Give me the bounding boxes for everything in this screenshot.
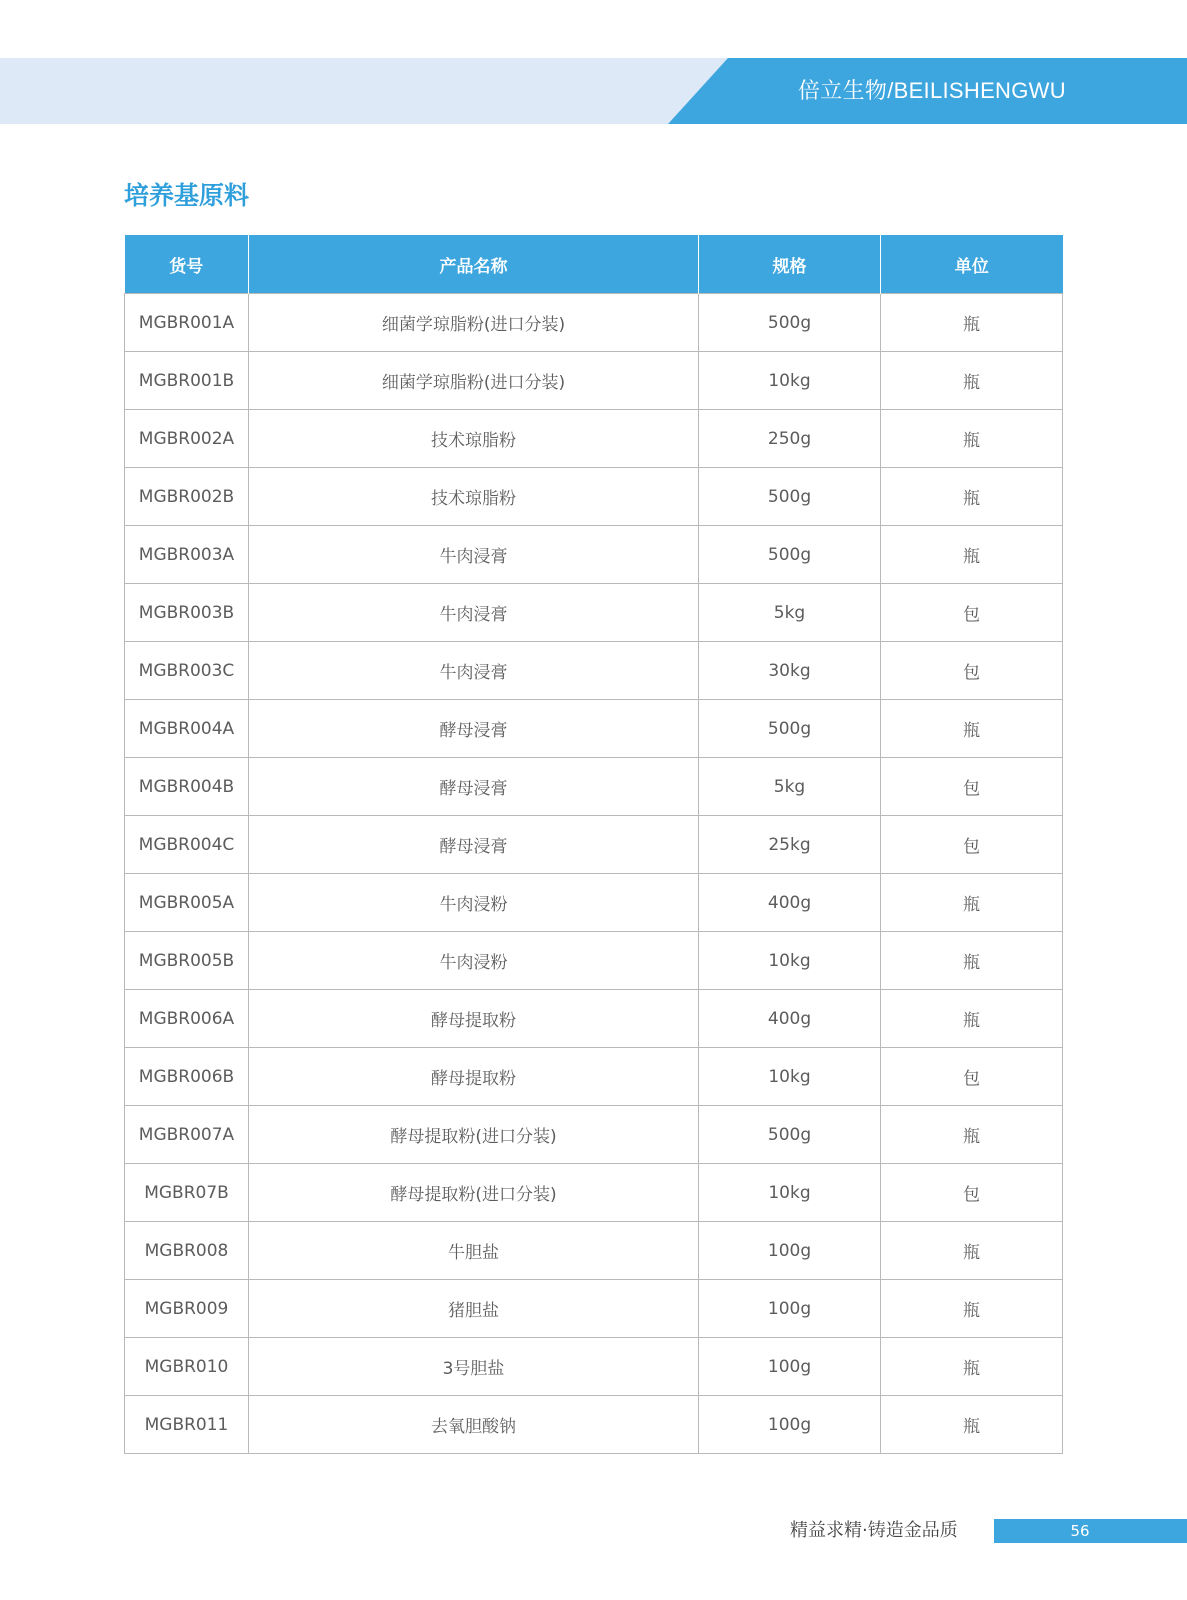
table-row xyxy=(125,1048,1063,1106)
cell-spec: 30kg xyxy=(699,642,881,700)
cell-product-name: 猪胆盐 xyxy=(249,1280,699,1338)
table-row xyxy=(125,294,1063,352)
cell-spec: 500g xyxy=(699,526,881,584)
cell-product-name: 酵母提取粉(进口分装) xyxy=(249,1164,699,1222)
cell-product-name: 牛肉浸膏 xyxy=(249,526,699,584)
cell-unit: 瓶 xyxy=(881,990,1063,1048)
cell-product-name: 牛肉浸膏 xyxy=(249,584,699,642)
cell-unit: 瓶 xyxy=(881,932,1063,990)
cell-code: MGBR002B xyxy=(125,468,249,526)
cell-unit: 瓶 xyxy=(881,1338,1063,1396)
table-row xyxy=(125,932,1063,990)
cell-code: MGBR005A xyxy=(125,874,249,932)
product-table xyxy=(124,235,1063,1454)
cell-unit: 包 xyxy=(881,642,1063,700)
table-row xyxy=(125,990,1063,1048)
cell-code: MGBR006A xyxy=(125,990,249,1048)
cell-unit: 包 xyxy=(881,816,1063,874)
cell-code: MGBR005B xyxy=(125,932,249,990)
cell-unit: 瓶 xyxy=(881,526,1063,584)
cell-unit: 瓶 xyxy=(881,1106,1063,1164)
cell-product-name: 酵母提取粉 xyxy=(249,990,699,1048)
cell-spec: 10kg xyxy=(699,932,881,990)
cell-spec: 500g xyxy=(699,468,881,526)
cell-code: MGBR001A xyxy=(125,294,249,352)
cell-unit: 包 xyxy=(881,1048,1063,1106)
cell-unit: 瓶 xyxy=(881,874,1063,932)
cell-spec: 500g xyxy=(699,294,881,352)
cell-code: MGBR007A xyxy=(125,1106,249,1164)
table-row xyxy=(125,468,1063,526)
cell-spec: 100g xyxy=(699,1222,881,1280)
cell-product-name: 3号胆盐 xyxy=(249,1338,699,1396)
cell-code: MGBR001B xyxy=(125,352,249,410)
cell-spec: 500g xyxy=(699,700,881,758)
page-number: 56 xyxy=(1070,1522,1090,1540)
cell-unit: 包 xyxy=(881,758,1063,816)
cell-code: MGBR004B xyxy=(125,758,249,816)
table-row xyxy=(125,1338,1063,1396)
cell-code: MGBR003B xyxy=(125,584,249,642)
table-row xyxy=(125,642,1063,700)
table-row xyxy=(125,874,1063,932)
cell-code: MGBR004A xyxy=(125,700,249,758)
cell-code: MGBR003A xyxy=(125,526,249,584)
cell-code: MGBR009 xyxy=(125,1280,249,1338)
cell-spec: 100g xyxy=(699,1338,881,1396)
cell-product-name: 酵母提取粉(进口分装) xyxy=(249,1106,699,1164)
cell-code: MGBR003C xyxy=(125,642,249,700)
table-row xyxy=(125,1164,1063,1222)
table-row xyxy=(125,1396,1063,1454)
table-row xyxy=(125,584,1063,642)
cell-code: MGBR008 xyxy=(125,1222,249,1280)
cell-unit: 瓶 xyxy=(881,294,1063,352)
cell-spec: 10kg xyxy=(699,352,881,410)
cell-spec: 400g xyxy=(699,990,881,1048)
cell-spec: 25kg xyxy=(699,816,881,874)
table-body xyxy=(125,294,1063,1454)
cell-product-name: 酵母浸膏 xyxy=(249,816,699,874)
cell-product-name: 细菌学琼脂粉(进口分装) xyxy=(249,294,699,352)
cell-code: MGBR010 xyxy=(125,1338,249,1396)
table-header-row xyxy=(125,235,1063,294)
cell-product-name: 酵母提取粉 xyxy=(249,1048,699,1106)
cell-unit: 瓶 xyxy=(881,410,1063,468)
column-header-name: 产品名称 xyxy=(249,235,699,294)
table-row xyxy=(125,1106,1063,1164)
table-row xyxy=(125,816,1063,874)
cell-code: MGBR006B xyxy=(125,1048,249,1106)
cell-spec: 10kg xyxy=(699,1048,881,1106)
cell-spec: 400g xyxy=(699,874,881,932)
cell-unit: 包 xyxy=(881,584,1063,642)
cell-unit: 包 xyxy=(881,1164,1063,1222)
cell-unit: 瓶 xyxy=(881,700,1063,758)
cell-code: MGBR002A xyxy=(125,410,249,468)
table-row xyxy=(125,352,1063,410)
table-row xyxy=(125,758,1063,816)
cell-product-name: 技术琼脂粉 xyxy=(249,468,699,526)
cell-spec: 5kg xyxy=(699,584,881,642)
cell-spec: 500g xyxy=(699,1106,881,1164)
cell-spec: 5kg xyxy=(699,758,881,816)
cell-product-name: 牛肉浸膏 xyxy=(249,642,699,700)
cell-spec: 100g xyxy=(699,1280,881,1338)
cell-code: MGBR004C xyxy=(125,816,249,874)
cell-product-name: 牛胆盐 xyxy=(249,1222,699,1280)
section-title: 培养基原料 xyxy=(124,181,250,210)
cell-product-name: 细菌学琼脂粉(进口分装) xyxy=(249,352,699,410)
cell-spec: 100g xyxy=(699,1396,881,1454)
column-header-code: 货号 xyxy=(125,235,249,294)
cell-spec: 250g xyxy=(699,410,881,468)
cell-product-name: 酵母浸膏 xyxy=(249,700,699,758)
cell-unit: 瓶 xyxy=(881,352,1063,410)
cell-unit: 瓶 xyxy=(881,468,1063,526)
table-row xyxy=(125,1280,1063,1338)
cell-spec: 10kg xyxy=(699,1164,881,1222)
table-row xyxy=(125,1222,1063,1280)
cell-code: MGBR011 xyxy=(125,1396,249,1454)
column-header-unit: 单位 xyxy=(881,235,1063,294)
cell-unit: 瓶 xyxy=(881,1222,1063,1280)
brand-name: 倍立生物/BEILISHENGWU xyxy=(798,78,1066,103)
table-row xyxy=(125,700,1063,758)
cell-unit: 瓶 xyxy=(881,1396,1063,1454)
cell-product-name: 技术琼脂粉 xyxy=(249,410,699,468)
cell-unit: 瓶 xyxy=(881,1280,1063,1338)
table-row xyxy=(125,410,1063,468)
cell-product-name: 牛肉浸粉 xyxy=(249,932,699,990)
cell-code: MGBR07B xyxy=(125,1164,249,1222)
table-row xyxy=(125,526,1063,584)
footer-slogan: 精益求精·铸造金品质 xyxy=(790,1520,958,1541)
column-header-spec: 规格 xyxy=(699,235,881,294)
cell-product-name: 酵母浸膏 xyxy=(249,758,699,816)
cell-product-name: 牛肉浸粉 xyxy=(249,874,699,932)
cell-product-name: 去氧胆酸钠 xyxy=(249,1396,699,1454)
